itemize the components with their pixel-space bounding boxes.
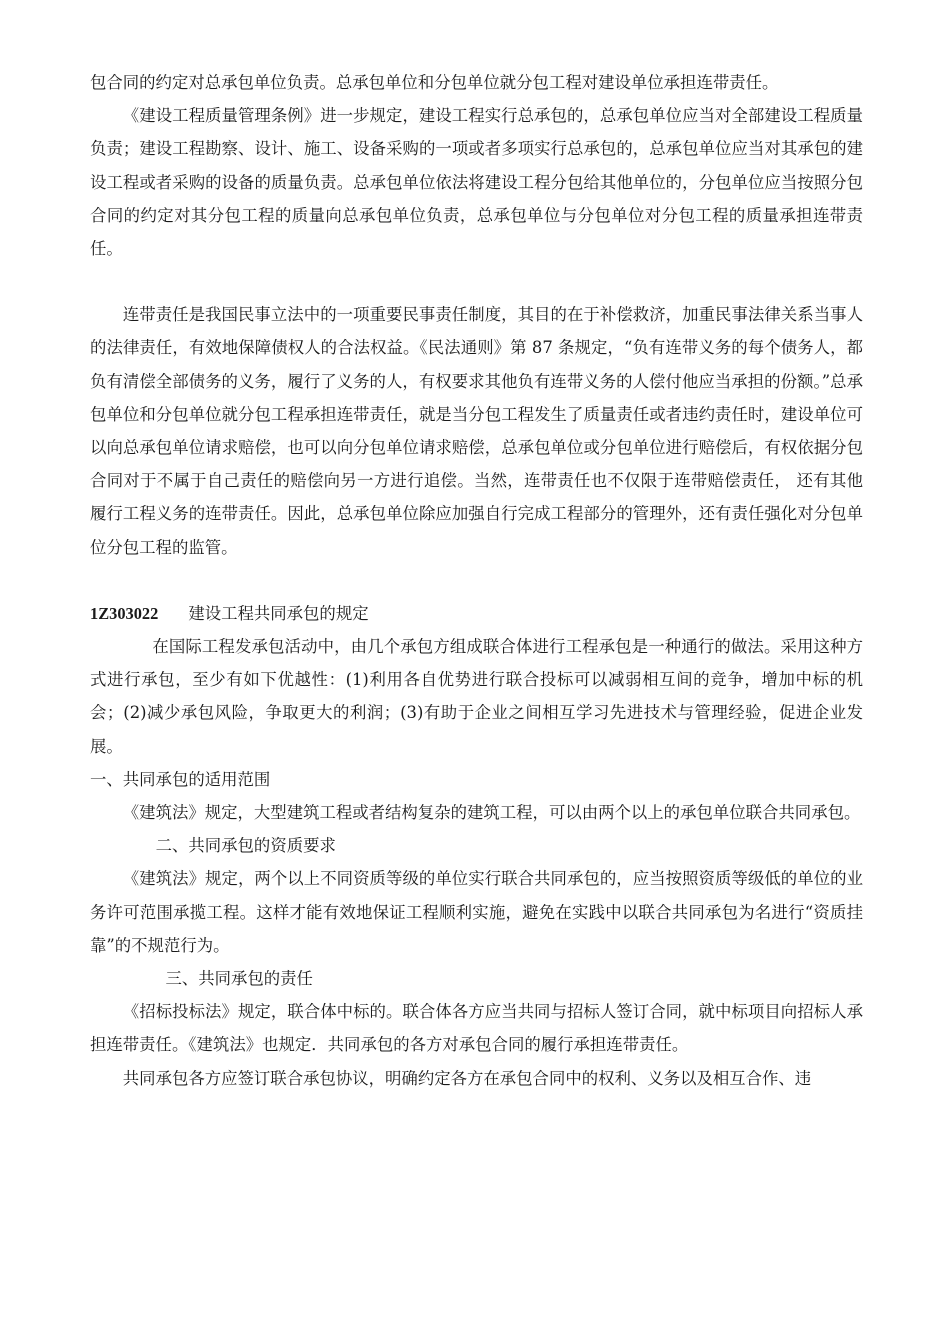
- document-page: [90, 66, 863, 1095]
- heading-scope: 一、共同承包的适用范围: [90, 769, 271, 789]
- section-heading: [90, 597, 863, 630]
- paragraph-gap: [90, 564, 863, 597]
- paragraph-joint-contracting-advantages: 在国际工程发承包活动中，由几个承包方组成联合体进行工程承包是一种通行的做法。采用这种方式进行承包，至少有如下优越性：(1)利用各自优势进行联合投标可以减弱相互间的竞争，增加中标的机会；(2)减少承包风险，争取更大的利润；(3)有助于企业之间相互学习先进技术与管理经验，促进企业发展。: [90, 637, 863, 756]
- paragraph-gap: [90, 265, 863, 298]
- paragraph-quality-regulation: 《建设工程质量管理条例》进一步规定，建设工程实行总承包的，总承包单位应当对全部建设工程质量负责；建设工程勘察、设计、施工、设备采购的一项或者多项实行总承包的，总承包单位应当对其承包的建设工程或者采购的设备的质量负责。总承包单位依法将建设工程分包给其他单位的，分包单位应当按照分包合同的约定对其分包工程的质量向总承包单位负责，总承包单位与分包单位对分包工程的质量承担连带责任。: [90, 106, 863, 259]
- paragraph-joint-liability-explanation: 连带责任是我国民事立法中的一项重要民事责任制度，其目的在于补偿救济，加重民事法律关系当事人的法律责任，有效地保障债权人的合法权益。《民法通则》第 87 条规定，“负有连带义务的每个债务人，都负有清偿全部债务的义务，履行了义务的人，有权要求其他负有连带义务的人偿付他应当承担的份额。”总承包单位和分包单位就分包工程承担连带责任，就是当分包工程发生了质量责任或者违约责任时，建设单位可以向总承包单位请求赔偿，也可以向分包单位请求赔偿，总承包单位或分包单位进行赔偿后，有权依据分包合同对于不属于自己责任的赔偿向另一方进行追偿。当然，连带责任也不仅限于连带赔偿责任， 还有其他履行工程义务的连带责任。因此，总承包单位除应加强自行完成工程部分的管理外，还有责任强化对分包单位分包工程的监管。: [90, 305, 863, 557]
- paragraph-scope: 《建筑法》规定，大型建筑工程或者结构复杂的建筑工程，可以由两个以上的承包单位联合共同承包。: [122, 803, 861, 823]
- heading-qualification: 二、共同承包的资质要求: [155, 836, 336, 856]
- heading-liability: 三、共同承包的责任: [165, 969, 313, 989]
- paragraph-qualification: 《建筑法》规定，两个以上不同资质等级的单位实行联合共同承包的，应当按照资质等级低的单位的业务许可范围承揽工程。这样才能有效地保证工程顺利实施，避免在实践中以联合共同承包为名进行“资质挂靠”的不规范行为。: [90, 869, 863, 955]
- paragraph-agreement: 共同承包各方应签订联合承包协议，明确约定各方在承包合同中的权利、义务以及相互合作、违: [122, 1068, 812, 1088]
- section-code: 1Z303022: [90, 603, 159, 623]
- paragraph-joint-liability-intro: 包合同的约定对总承包单位负责。总承包单位和分包单位就分包工程对建设单位承担连带责任。: [90, 73, 779, 92]
- section-title: 建设工程共同承包的规定: [188, 603, 369, 623]
- paragraph-liability: 《招标投标法》规定，联合体中标的。联合体各方应当共同与招标人签订合同，就中标项目向招标人承担连带责任。《建筑法》也规定．共同承包的各方对承包合同的履行承担连带责任。: [90, 1002, 863, 1055]
